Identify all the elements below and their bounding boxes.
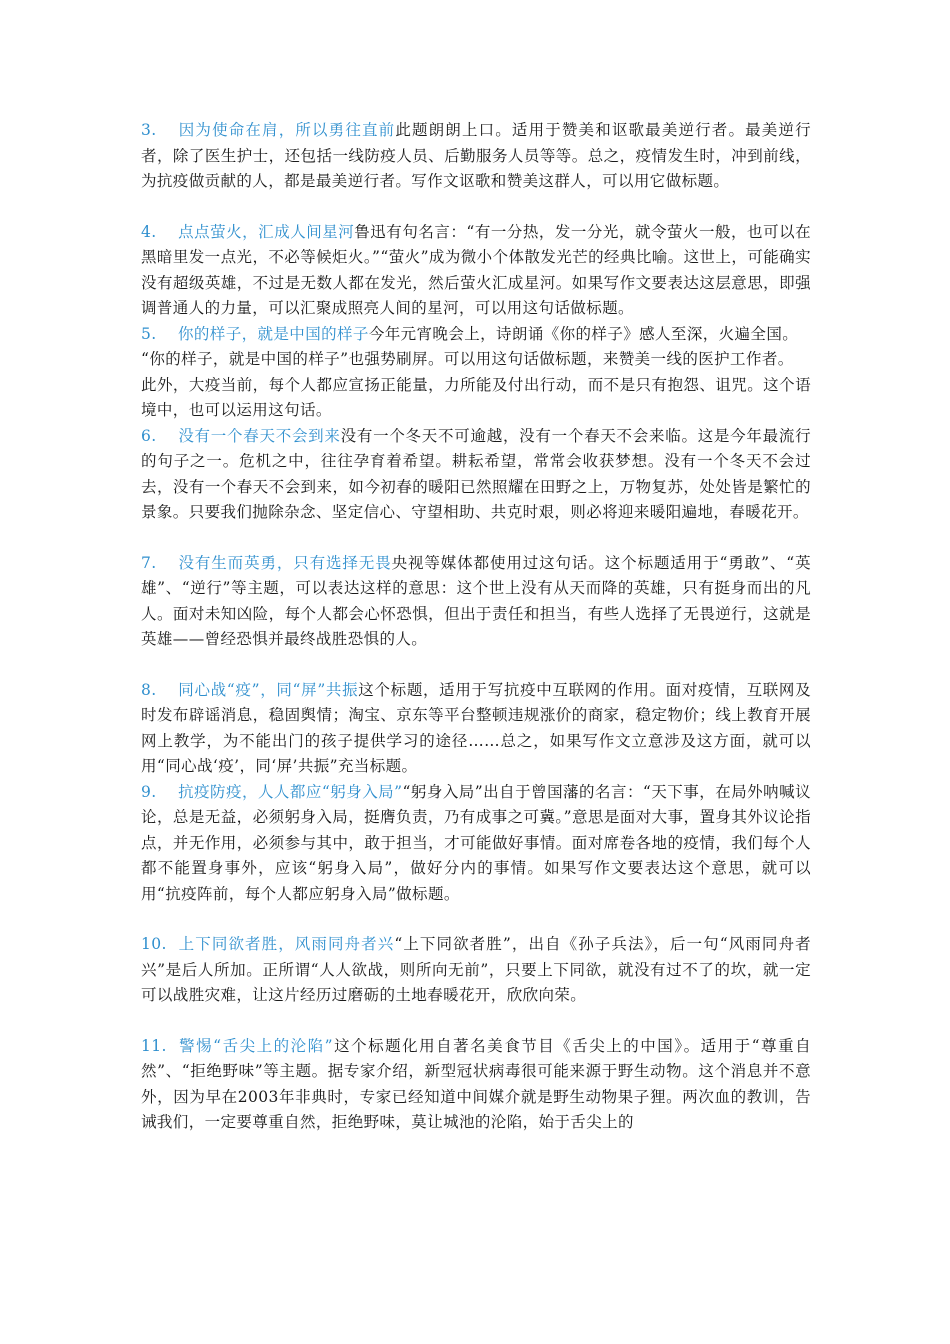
list-item [141, 932, 811, 1009]
item-title: 没有生而英勇，只有选择无畏 [178, 553, 392, 572]
item-number: 7. [141, 553, 157, 572]
item-number: 4. [141, 222, 157, 241]
item-title: 警惕“舌尖上的沦陷” [178, 1036, 333, 1055]
list-item [141, 220, 811, 322]
list-item [141, 322, 811, 424]
item-number: 11. [141, 1036, 167, 1055]
list-item [141, 780, 811, 908]
item-title: 没有一个春天不会到来 [178, 426, 341, 445]
item-text: 鲁迅有句名言：“有一分热，发一分光，就令萤火一般，也可以在黑暗里发一点光，不必等候炬火。”“萤火”成为微小个体散发光芒的经典比喻。这世上，可能确实没有超级英雄，不过是无数人都在发光，然后萤火汇成星河。如果写作文要表达这层意思，即强调普通人的力量，可以汇聚成照亮人间的星河，可以用这句话做标题。 [141, 222, 812, 317]
item-number: 5. [141, 324, 157, 343]
paragraph-gap [141, 653, 811, 678]
item-title: 因为使命在肩，所以勇往直前 [178, 121, 396, 139]
item-number: 6. [141, 426, 157, 445]
list-item [141, 551, 811, 653]
item-title: 上下同欲者胜，风雨同舟者兴 [178, 935, 395, 953]
item-title: 同心战“疫”，同“屏”共振 [178, 680, 359, 699]
item-text: 此外，大疫当前，每个人都应宣扬正能量，力所能及付出行动，而不是只有抱怨、诅咒。这个语境中，也可以运用这句话。 [141, 375, 811, 419]
item-title: 你的样子，就是中国的样子 [178, 324, 369, 343]
item-text: 此题朗朗上口。适用于赞美和讴歌最美逆行者。最美逆行者，除了医生护士，还包括一线防疫人员、后勤服务人员等等。总之，疫情发生时，冲到前线，为抗疫做贡献的人，都是最美逆行者。写作文讴歌和赞美这群人，可以用它做标题。 [141, 121, 811, 190]
item-text: 这个标题化用自著名美食节目《舌尖上的中国》。适用于“尊重自然”、“拒绝野味”等主题。据专家介绍，新型冠状病毒很可能来源于野生动物。这个消息并不意外，因为早在2003年非典时，专家已经知道中间媒介就是野生动物果子狸。两次血的教训，告诫我们，一定要尊重自然，拒绝野味，莫让城池的沦陷，始于舌尖上的 [141, 1036, 811, 1131]
item-text: 今年元宵晚会上，诗朗诵《你的样子》感人至深，火遍全国。 [368, 324, 799, 343]
item-text: “躬身入局”出自于曾国藩的名言：“天下事，在局外呐喊议论，总是无益，必须躬身入局，挺膺负责，乃有成事之可冀。”意思是面对大事，置身其外议论指点，并无作用，必须参与其中，敢于担当，才可能做好事情。面对席卷各地的疫情，我们每个人都不能置身事外，应该“躬身入局”，做好分内的事情。如果写作文要表达这个意思，就可以用“抗疫阵前，每个人都应躬身入局”做标题。 [141, 782, 812, 903]
item-title: 点点萤火，汇成人间星河 [178, 222, 355, 241]
list-item [141, 678, 811, 780]
item-text: “上下同欲者胜”，出自《孙子兵法》，后一句“风雨同舟者兴”是后人所加。正所谓“人人欲战，则所向无前”，只要上下同欲，就没有过不了的坎，就一定可以战胜灾难，让这片经历过磨砺的土地春暖花开，欣欣向荣。 [141, 935, 812, 1004]
list-item [141, 1034, 811, 1136]
paragraph-gap [141, 195, 811, 220]
item-text: 这个标题，适用于写抗疫中互联网的作用。面对疫情，互联网及时发布辟谣消息，稳固舆情；淘宝、京东等平台整顿违规涨价的商家，稳定物价；线上教育开展网上教学，为不能出门的孩子提供学习的途径……总之，如果写作文立意涉及这方面，就可以用“同心战‘疫’，同‘屏’共振”充当标题。 [141, 680, 812, 775]
document-body [141, 118, 811, 1136]
item-number: 9. [141, 782, 157, 801]
item-number: 8. [141, 680, 157, 699]
item-text: 没有一个冬天不可逾越，没有一个春天不会来临。这是今年最流行的句子之一。危机之中，往往孕育着希望。耕耘希望，常常会收获梦想。没有一个冬天不会过去，没有一个春天不会到来，如今初春的暖阳已然照耀在田野之上，万物复苏，处处皆是繁忙的景象。只要我们抛除杂念、坚定信心、守望相助、共克时艰，则必将迎来暖阳遍地，春暖花开。 [141, 426, 811, 521]
item-number: 3. [141, 121, 157, 139]
list-item [141, 118, 811, 195]
list-item [141, 424, 811, 526]
paragraph-gap [141, 1009, 811, 1034]
item-title: 抗疫防疫，人人都应“躬身入局” [178, 782, 403, 801]
paragraph-gap [141, 526, 811, 551]
paragraph-gap [141, 907, 811, 932]
item-text: 央视等媒体都使用过这句话。这个标题适用于“勇敢”、“英雄”、“逆行”等主题，可以表达这样的意思：这个世上没有从天而降的英雄，只有挺身而出的凡人。面对未知凶险，每个人都会心怀恐惧，但出于责任和担当，有些人选择了无畏逆行，这就是英雄——曾经恐惧并最终战胜恐惧的人。 [141, 553, 812, 648]
item-text: “你的样子，就是中国的样子”也强势刷屏。可以用这句话做标题，来赞美一线的医护工作者。 [141, 350, 794, 368]
item-number: 10. [141, 935, 167, 953]
